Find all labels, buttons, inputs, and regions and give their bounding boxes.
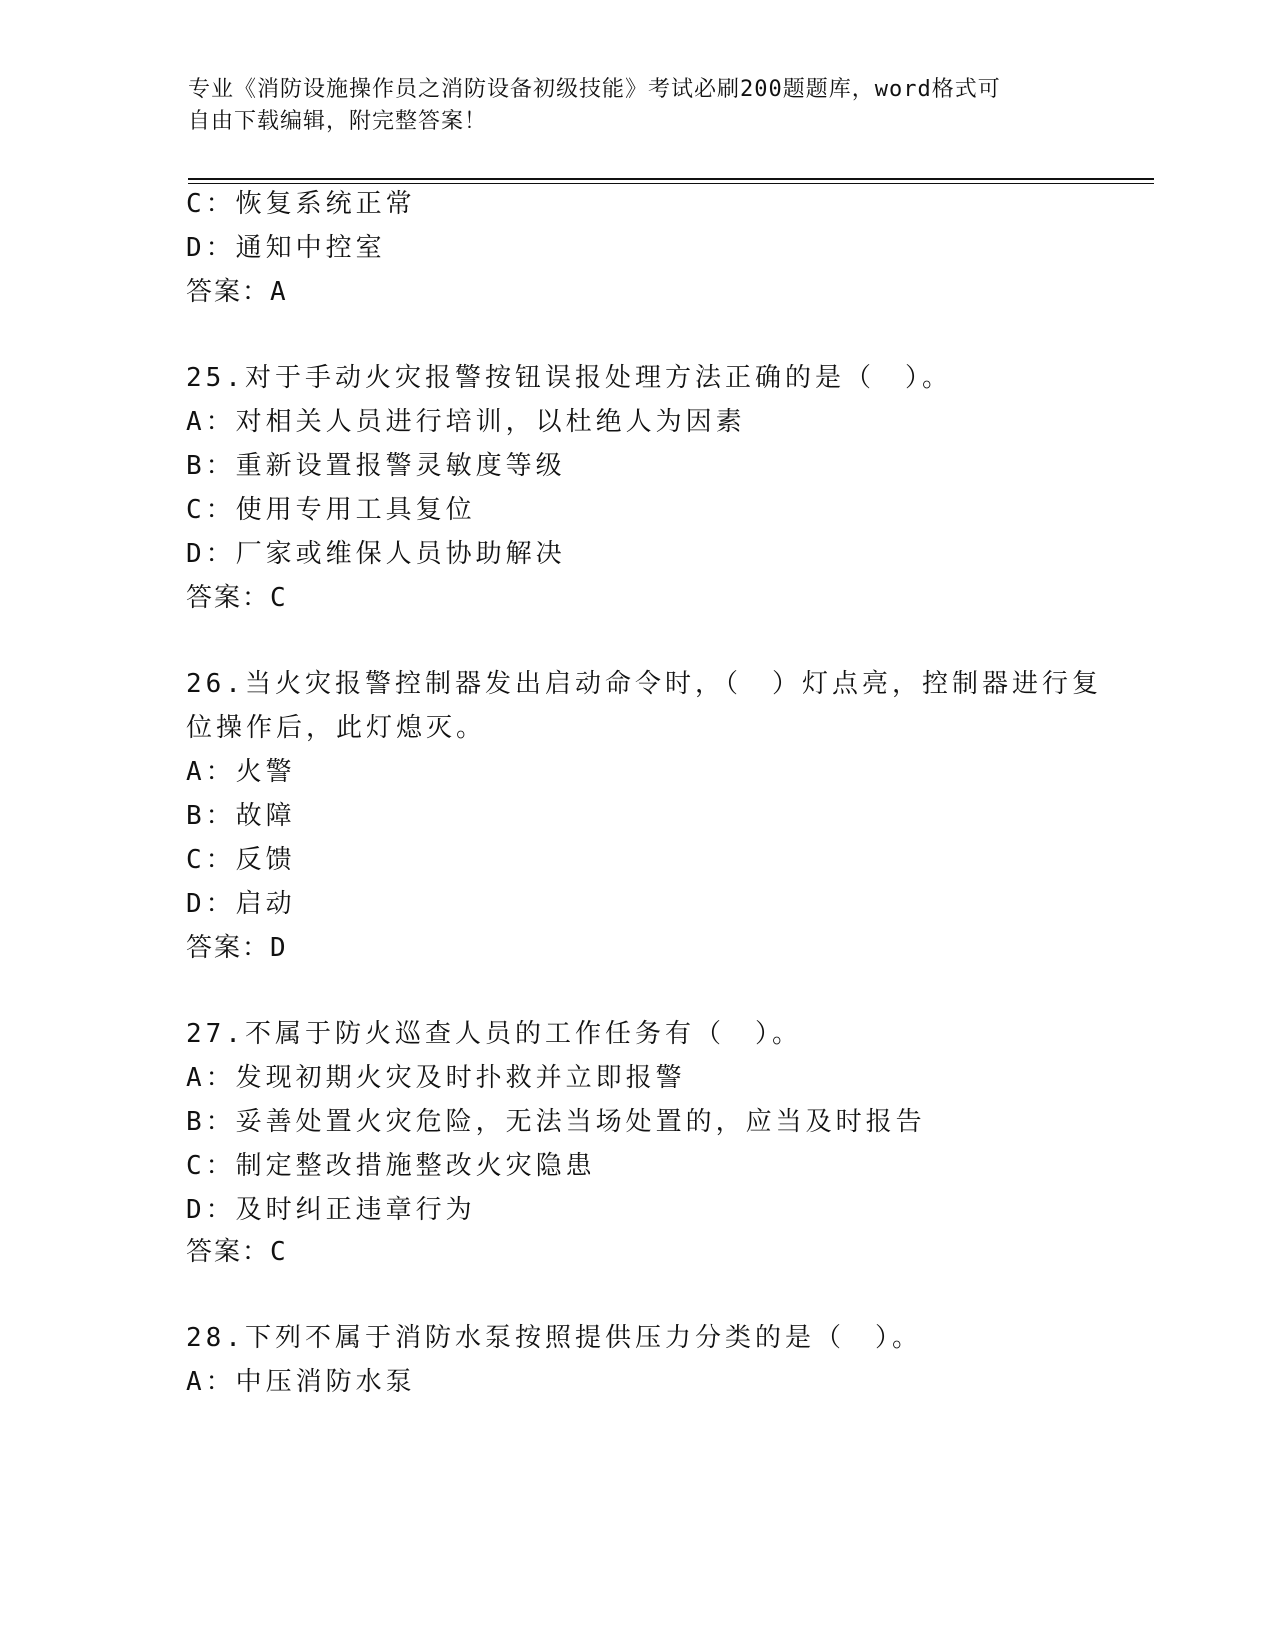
prev-option-c: C：恢复系统正常 bbox=[186, 189, 416, 219]
q28-stem: 28.下列不属于消防水泵按照提供压力分类的是（ ）。 bbox=[186, 1323, 922, 1353]
header-line-1: 专业《消防设施操作员之消防设备初级技能》考试必刷200题题库，word格式可 bbox=[188, 77, 1001, 102]
q27-option-d: D：及时纠正违章行为 bbox=[186, 1195, 476, 1225]
prev-option-d: D：通知中控室 bbox=[186, 233, 386, 263]
q26-option-b: B：故障 bbox=[186, 801, 296, 831]
q26-option-c: C：反馈 bbox=[186, 845, 296, 875]
q25-stem: 25.对于手动火灾报警按钮误报处理方法正确的是（ ）。 bbox=[186, 363, 952, 393]
q25-option-c: C：使用专用工具复位 bbox=[186, 495, 476, 525]
q26-answer: 答案：D bbox=[186, 933, 288, 963]
q26-stem-line-2: 位操作后，此灯熄灭。 bbox=[186, 713, 487, 743]
q27-stem: 27.不属于防火巡查人员的工作任务有（ ）。 bbox=[186, 1019, 802, 1049]
q25-option-a: A：对相关人员进行培训，以杜绝人为因素 bbox=[186, 407, 746, 437]
q25-option-d: D：厂家或维保人员协助解决 bbox=[186, 539, 566, 569]
q26-option-d: D：启动 bbox=[186, 889, 296, 919]
header-divider-thick bbox=[188, 178, 1154, 180]
q27-option-a: A：发现初期火灾及时扑救并立即报警 bbox=[186, 1063, 686, 1093]
q27-answer: 答案：C bbox=[186, 1237, 288, 1267]
q26-option-a: A：火警 bbox=[186, 757, 296, 787]
q26-stem-line-1: 26.当火灾报警控制器发出启动命令时，（ ）灯点亮，控制器进行复 bbox=[186, 669, 1102, 699]
q25-option-b: B：重新设置报警灵敏度等级 bbox=[186, 451, 566, 481]
header-divider-thin bbox=[188, 183, 1154, 184]
q28-option-a: A：中压消防水泵 bbox=[186, 1367, 416, 1397]
q27-option-b: B：妥善处置火灾危险，无法当场处置的，应当及时报告 bbox=[186, 1107, 926, 1137]
q25-answer: 答案：C bbox=[186, 583, 288, 613]
header-line-2: 自由下载编辑，附完整答案！ bbox=[188, 109, 488, 134]
q27-option-c: C：制定整改措施整改火灾隐患 bbox=[186, 1151, 596, 1181]
document-header bbox=[188, 74, 1088, 138]
prev-answer: 答案：A bbox=[186, 277, 288, 307]
